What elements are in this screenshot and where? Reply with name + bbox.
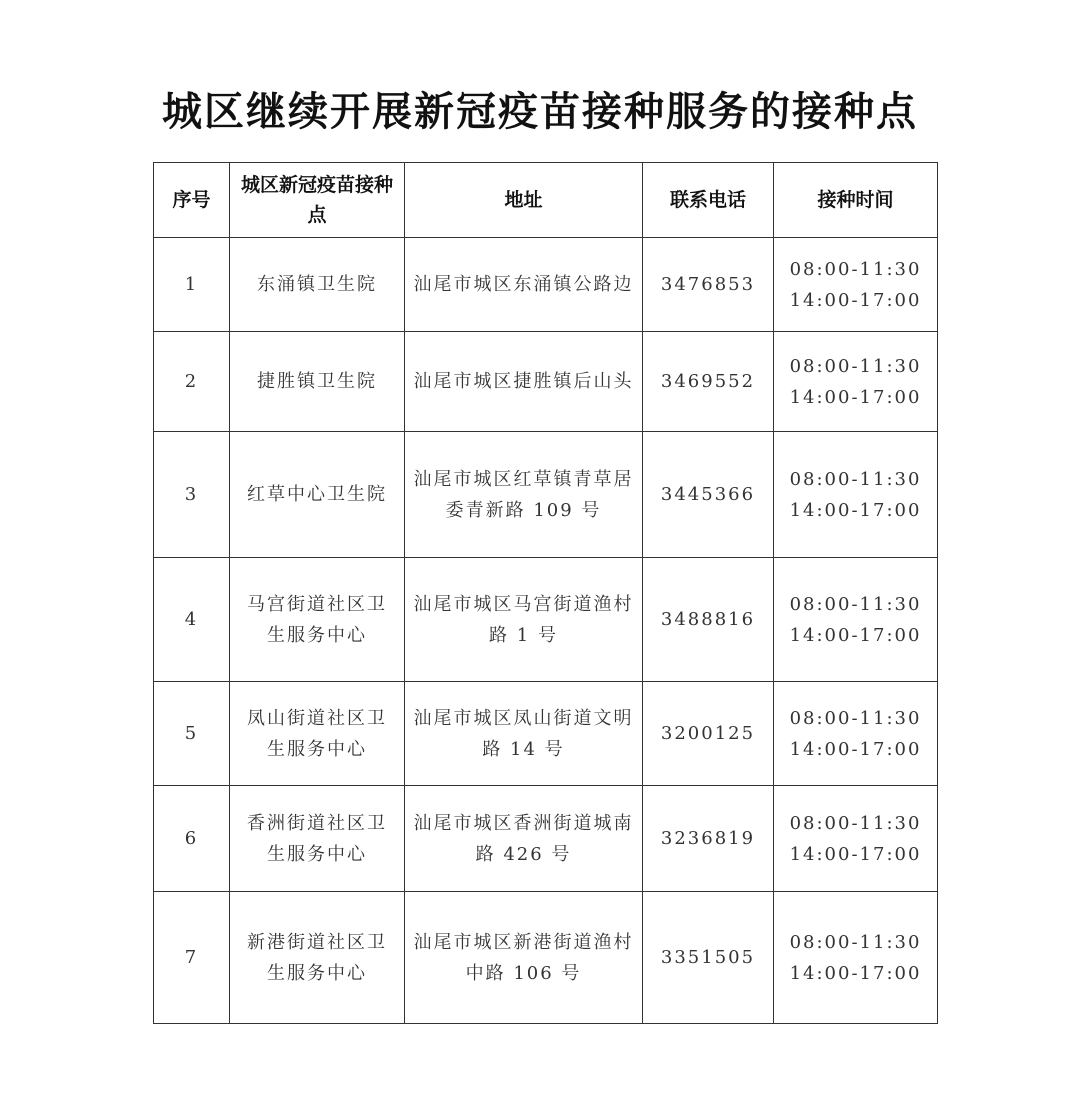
page-title: 城区继续开展新冠疫苗接种服务的接种点 — [162, 89, 918, 135]
hours-morning: 08:00-11:30 — [789, 931, 922, 953]
row-index: 1 — [154, 238, 230, 332]
row-site: 凤山街道社区卫生服务中心 — [230, 682, 405, 786]
row-hours — [774, 786, 938, 892]
row-site: 东涌镇卫生院 — [230, 238, 405, 332]
row-phone: 3445366 — [643, 432, 774, 558]
hours-morning: 08:00-11:30 — [789, 355, 922, 377]
table-row — [154, 892, 938, 1024]
vaccination-sites-table — [153, 162, 938, 1024]
hours-afternoon: 14:00-17:00 — [789, 843, 922, 865]
table-row — [154, 558, 938, 682]
row-site: 马宫街道社区卫生服务中心 — [230, 558, 405, 682]
header-hours: 接种时间 — [774, 163, 938, 238]
row-hours — [774, 682, 938, 786]
row-site: 新港街道社区卫生服务中心 — [230, 892, 405, 1024]
hours-afternoon: 14:00-17:00 — [789, 738, 922, 760]
hours-morning: 08:00-11:30 — [789, 707, 922, 729]
row-phone: 3236819 — [643, 786, 774, 892]
hours-afternoon: 14:00-17:00 — [789, 962, 922, 984]
hours-morning: 08:00-11:30 — [789, 468, 922, 490]
row-address: 汕尾市城区马宫街道渔村路 1 号 — [405, 558, 643, 682]
row-index: 3 — [154, 432, 230, 558]
header-index: 序号 — [154, 163, 230, 238]
row-address: 汕尾市城区红草镇青草居委青新路 109 号 — [405, 432, 643, 558]
header-site: 城区新冠疫苗接种点 — [230, 163, 405, 238]
row-phone: 3488816 — [643, 558, 774, 682]
row-address: 汕尾市城区凤山街道文明路 14 号 — [405, 682, 643, 786]
table-row — [154, 682, 938, 786]
row-index: 5 — [154, 682, 230, 786]
hours-afternoon: 14:00-17:00 — [789, 289, 922, 311]
row-address: 汕尾市城区新港街道渔村中路 106 号 — [405, 892, 643, 1024]
row-site: 捷胜镇卫生院 — [230, 332, 405, 432]
header-address: 地址 — [405, 163, 643, 238]
row-phone: 3469552 — [643, 332, 774, 432]
row-site: 香洲街道社区卫生服务中心 — [230, 786, 405, 892]
table-row — [154, 786, 938, 892]
row-hours — [774, 558, 938, 682]
table-row — [154, 238, 938, 332]
row-phone: 3351505 — [643, 892, 774, 1024]
row-address: 汕尾市城区捷胜镇后山头 — [405, 332, 643, 432]
row-site: 红草中心卫生院 — [230, 432, 405, 558]
row-hours — [774, 892, 938, 1024]
row-address: 汕尾市城区东涌镇公路边 — [405, 238, 643, 332]
row-phone: 3476853 — [643, 238, 774, 332]
row-phone: 3200125 — [643, 682, 774, 786]
hours-morning: 08:00-11:30 — [789, 593, 922, 615]
row-index: 2 — [154, 332, 230, 432]
table-header-row — [154, 163, 938, 238]
row-index: 4 — [154, 558, 230, 682]
hours-afternoon: 14:00-17:00 — [789, 499, 922, 521]
row-hours — [774, 432, 938, 558]
table-row — [154, 332, 938, 432]
hours-afternoon: 14:00-17:00 — [789, 624, 922, 646]
header-phone: 联系电话 — [643, 163, 774, 238]
table-row — [154, 432, 938, 558]
row-hours — [774, 238, 938, 332]
hours-morning: 08:00-11:30 — [789, 258, 922, 280]
hours-morning: 08:00-11:30 — [789, 812, 922, 834]
hours-afternoon: 14:00-17:00 — [789, 386, 922, 408]
row-address: 汕尾市城区香洲街道城南路 426 号 — [405, 786, 643, 892]
row-index: 6 — [154, 786, 230, 892]
row-index: 7 — [154, 892, 230, 1024]
row-hours — [774, 332, 938, 432]
